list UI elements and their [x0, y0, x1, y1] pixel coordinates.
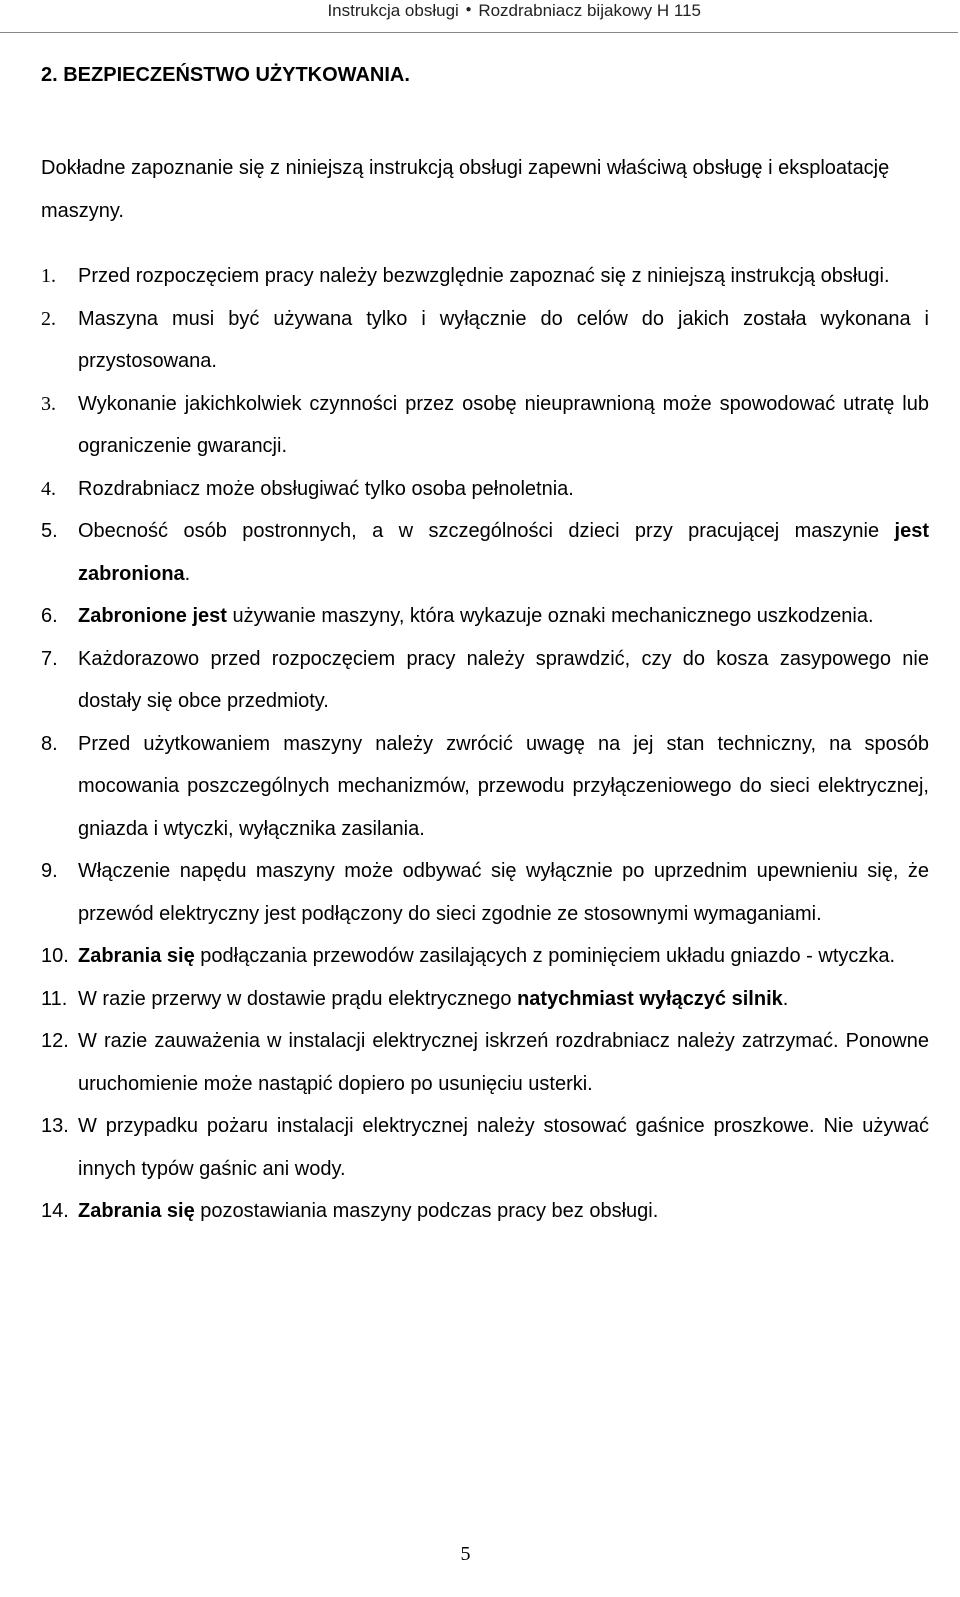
header-divider — [0, 32, 958, 33]
rule-item — [0, 468, 929, 511]
rule-item — [0, 1020, 929, 1105]
rule-text: Włączenie napędu maszyny może odbywać się wyłącznie po uprzednim upewnieniu się, że przewód elektryczny jest podłączony do sieci zgodnie ze stosownymi wymaganiami. — [78, 860, 929, 925]
rule-text-bold: Zabronione jest — [78, 605, 227, 627]
page-number: 5 — [460, 1543, 471, 1565]
header-text — [327, 0, 701, 23]
header-doc-type: Instrukcja obsługi — [327, 1, 459, 20]
rule-text: Maszyna musi być używana tylko i wyłącznie do celów do jakich została wykonana i przystosowana. — [78, 307, 929, 372]
rule-item — [0, 383, 929, 468]
rule-text-bold: Zabrania się — [78, 945, 195, 967]
header-product-name: Rozdrabniacz bijakowy H 115 — [478, 1, 701, 20]
rule-number: 10. — [41, 945, 69, 967]
rule-item — [0, 935, 929, 978]
rule-item — [0, 510, 929, 595]
intro-paragraph: Dokładne zapoznanie się z niniejszą instrukcją obsługi zapewni właściwą obsługę i eksploatację maszyny. — [41, 157, 890, 222]
rule-text: Przed rozpoczęciem pracy należy bezwzględnie zapoznać się z niniejszą instrukcją obsługi. — [78, 265, 890, 287]
rule-item — [0, 1105, 929, 1190]
rule-text-bold: jest zabroniona — [78, 520, 929, 585]
rule-text: pozostawiania maszyny podczas pracy bez obsługi. — [194, 1200, 659, 1222]
rule-item — [0, 298, 929, 383]
rule-number: 6. — [41, 605, 58, 627]
rule-number: 1. — [41, 265, 56, 287]
section-title: 2. BEZPIECZEŃSTWO UŻYTKOWANIA. — [41, 64, 410, 86]
rule-text: . — [184, 562, 191, 585]
rule-text: W przypadku pożaru instalacji elektrycznej należy stosować gaśnice proszkowe. Nie używać innych typów gaśnic ani wody. — [78, 1115, 929, 1180]
rule-text: . — [782, 987, 789, 1010]
rule-item — [0, 978, 929, 1021]
rule-text: używanie maszyny, która wykazuje oznaki mechanicznego uszkodzenia. — [226, 605, 874, 627]
rule-item — [0, 1190, 929, 1233]
rule-text: W razie przerwy w dostawie prądu elektrycznego — [78, 987, 518, 1010]
rule-text: podłączania przewodów zasilających z pominięciem układu gniazdo - wtyczka. — [194, 945, 896, 967]
rule-number: 3. — [41, 392, 56, 415]
rule-text-bold: natychmiast wyłączyć silnik — [517, 987, 783, 1010]
rule-text: Obecność osób postronnych, a w szczególności dzieci przy pracującej maszynie — [78, 520, 895, 542]
rule-number: 2. — [41, 307, 56, 330]
rule-item — [0, 595, 929, 638]
rule-number: 12. — [41, 1030, 69, 1052]
rule-number: 5. — [41, 520, 58, 542]
page-header — [0, 0, 960, 30]
rule-text-bold: Zabrania się — [78, 1200, 195, 1222]
rule-number: 8. — [41, 732, 58, 755]
rule-text: Wykonanie jakichkolwiek czynności przez osobę nieuprawnioną może spowodować utratę lub ograniczenie gwarancji. — [78, 392, 929, 457]
bullet-separator-icon: ● — [465, 3, 472, 15]
rule-item — [0, 638, 929, 723]
rule-text: W razie zauważenia w instalacji elektrycznej iskrzeń rozdrabniacz należy zatrzymać. Ponowne uruchomienie może nastąpić dopiero po usunięciu usterki. — [78, 1030, 929, 1095]
rule-text: Rozdrabniacz może obsługiwać tylko osoba pełnoletnia. — [78, 477, 574, 500]
rule-number: 14. — [41, 1200, 69, 1222]
rule-item — [0, 255, 929, 298]
rule-number: 9. — [41, 860, 58, 882]
rule-text: Każdorazowo przed rozpoczęciem pracy należy sprawdzić, czy do kosza zasypowego nie dostały się obce przedmioty. — [78, 647, 929, 712]
rule-number: 4. — [41, 477, 56, 500]
rule-number: 11. — [41, 987, 68, 1010]
rule-item — [0, 850, 929, 935]
rule-text: Przed użytkowaniem maszyny należy zwrócić uwagę na jej stan techniczny, na sposób mocowania poszczególnych mechanizmów, przewodu przyłączeniowego do sieci elektrycznej, gniazda i wtyczki, wyłącznika zasilania. — [78, 732, 929, 840]
safety-rules-list — [0, 255, 960, 1233]
rule-number: 13. — [41, 1115, 69, 1137]
rule-number: 7. — [41, 647, 58, 670]
rule-item — [0, 723, 929, 851]
